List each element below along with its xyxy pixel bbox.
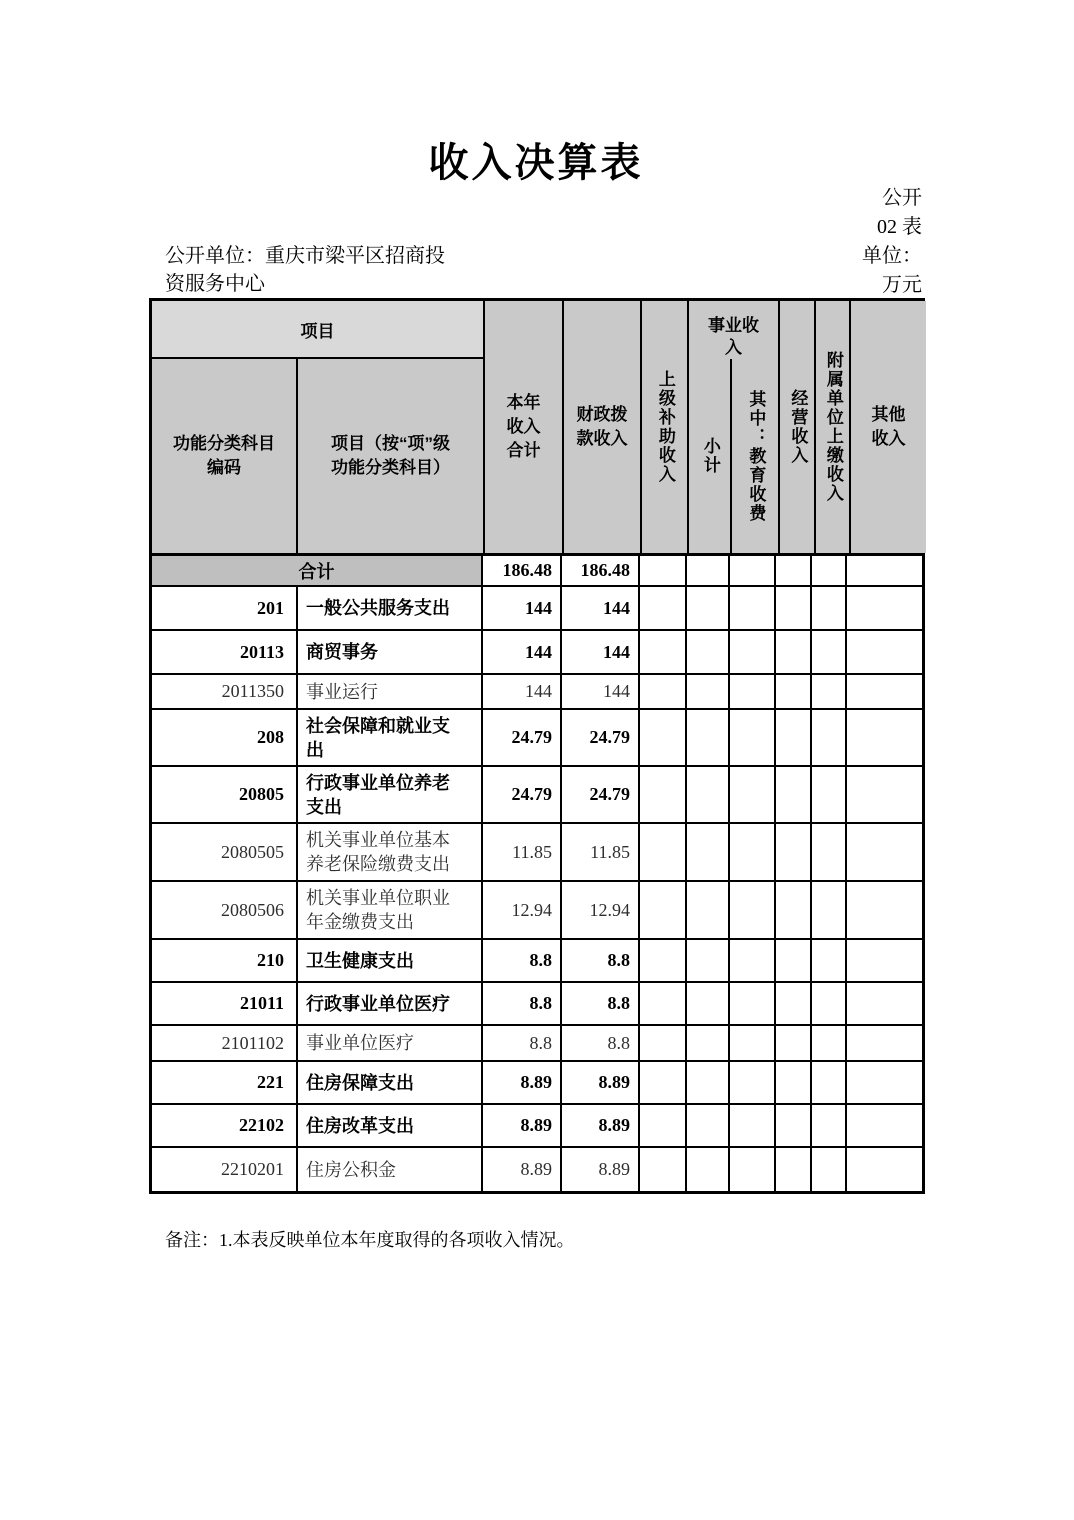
row-name: 行政事业单位医疗	[298, 983, 483, 1024]
table-row	[152, 1148, 922, 1191]
row-code: 2210201	[152, 1148, 298, 1191]
row-code: 2101102	[152, 1026, 298, 1060]
empty-cell	[640, 1148, 687, 1191]
header-superior-subsidy: 上级补助收入	[642, 301, 689, 553]
empty-cell	[776, 940, 812, 981]
unit-value: 万元	[882, 274, 922, 296]
empty-cell	[847, 1148, 922, 1191]
row-code: 22102	[152, 1105, 298, 1146]
header-other-income: 其他收入	[851, 301, 926, 553]
empty-cell	[847, 631, 922, 673]
header-operating-income: 经营收入	[780, 301, 816, 553]
row-name: 卫生健康支出	[298, 940, 483, 981]
empty-cell	[640, 1062, 687, 1103]
empty-cell	[687, 556, 730, 585]
empty-cell	[812, 556, 847, 585]
table-row	[152, 710, 922, 767]
empty-cell	[776, 882, 812, 938]
empty-cell	[812, 824, 847, 880]
empty-cell	[730, 556, 776, 585]
empty-cell	[687, 1062, 730, 1103]
row-fiscal: 144	[562, 631, 640, 673]
empty-cell	[687, 983, 730, 1024]
table-row	[152, 631, 922, 675]
business-income-group	[689, 301, 780, 553]
header-fiscal-appropriation: 财政拨款收入	[564, 301, 642, 553]
empty-cell	[640, 882, 687, 938]
empty-cell	[640, 710, 687, 765]
empty-cell	[847, 824, 922, 880]
row-fiscal: 24.79	[562, 767, 640, 822]
empty-cell	[776, 767, 812, 822]
empty-cell	[776, 1026, 812, 1060]
empty-cell	[730, 1062, 776, 1103]
header-year-income-total: 本年收入合计	[485, 301, 564, 553]
row-total: 24.79	[483, 710, 562, 765]
empty-cell	[776, 675, 812, 708]
row-fiscal: 8.89	[562, 1148, 640, 1191]
empty-cell	[812, 1148, 847, 1191]
row-fiscal: 24.79	[562, 710, 640, 765]
row-code: 20805	[152, 767, 298, 822]
header-function-code: 功能分类科目编码	[152, 359, 298, 553]
empty-cell	[640, 556, 687, 585]
empty-cell	[730, 1105, 776, 1146]
project-subheaders	[152, 359, 483, 553]
table-row	[152, 983, 922, 1026]
publishing-unit-line-2: 资服务中心	[165, 273, 265, 295]
empty-cell	[640, 1105, 687, 1146]
row-name: 住房保障支出	[298, 1062, 483, 1103]
empty-cell	[730, 767, 776, 822]
empty-cell	[640, 631, 687, 673]
empty-cell	[812, 767, 847, 822]
table-row	[152, 675, 922, 710]
business-income-subheaders	[689, 359, 778, 553]
row-fiscal: 144	[562, 587, 640, 629]
empty-cell	[640, 767, 687, 822]
row-name: 商贸事务	[298, 631, 483, 673]
empty-cell	[730, 1026, 776, 1060]
row-name: 机关事业单位基本养老保险缴费支出	[298, 824, 483, 880]
row-total: 8.89	[483, 1148, 562, 1191]
empty-cell	[687, 675, 730, 708]
row-total: 8.89	[483, 1062, 562, 1103]
empty-cell	[776, 710, 812, 765]
row-name: 社会保障和就业支出	[298, 710, 483, 765]
empty-cell	[687, 710, 730, 765]
row-name: 住房改革支出	[298, 1105, 483, 1146]
empty-cell	[847, 767, 922, 822]
row-name: 事业运行	[298, 675, 483, 708]
row-code: 221	[152, 1062, 298, 1103]
empty-cell	[776, 556, 812, 585]
empty-cell	[687, 767, 730, 822]
row-total: 8.8	[483, 983, 562, 1024]
table-row	[152, 940, 922, 983]
row-fiscal: 11.85	[562, 824, 640, 880]
table-code-line-1: 公开	[882, 187, 922, 209]
empty-cell	[730, 710, 776, 765]
row-fiscal: 8.8	[562, 1026, 640, 1060]
table-row	[152, 1026, 922, 1062]
empty-cell	[776, 983, 812, 1024]
total-year-income: 186.48	[483, 556, 562, 585]
empty-cell	[847, 587, 922, 629]
empty-cell	[687, 882, 730, 938]
empty-cell	[640, 983, 687, 1024]
empty-cell	[687, 824, 730, 880]
empty-cell	[687, 1105, 730, 1146]
table-code-line-2: 02 表	[877, 216, 922, 238]
empty-cell	[687, 1148, 730, 1191]
empty-cell	[730, 983, 776, 1024]
empty-cell	[812, 710, 847, 765]
table-row	[152, 882, 922, 940]
row-code: 2011350	[152, 675, 298, 708]
row-code: 20113	[152, 631, 298, 673]
row-total: 8.89	[483, 1105, 562, 1146]
row-total: 24.79	[483, 767, 562, 822]
total-fiscal: 186.48	[562, 556, 640, 585]
table-header	[152, 301, 922, 556]
publishing-unit-line-1: 公开单位：重庆市梁平区招商投	[165, 245, 445, 267]
total-row	[152, 556, 922, 587]
empty-cell	[812, 631, 847, 673]
empty-cell	[776, 824, 812, 880]
header-business-income: 事业收入	[708, 316, 759, 357]
row-total: 144	[483, 631, 562, 673]
empty-cell	[687, 631, 730, 673]
empty-cell	[730, 882, 776, 938]
empty-cell	[687, 940, 730, 981]
row-total: 12.94	[483, 882, 562, 938]
row-total: 144	[483, 587, 562, 629]
row-fiscal: 8.89	[562, 1062, 640, 1103]
total-label: 合计	[152, 556, 483, 585]
row-name: 一般公共服务支出	[298, 587, 483, 629]
table-row	[152, 824, 922, 882]
header-item-name: 项目（按“项”级功能分类科目）	[298, 359, 483, 553]
header-project-group: 项目	[152, 301, 483, 359]
publishing-unit	[165, 242, 497, 298]
table-row	[152, 587, 922, 631]
empty-cell	[640, 587, 687, 629]
empty-cell	[847, 1105, 922, 1146]
empty-cell	[730, 675, 776, 708]
empty-cell	[730, 587, 776, 629]
empty-cell	[847, 556, 922, 585]
empty-cell	[687, 587, 730, 629]
empty-cell	[812, 882, 847, 938]
footnote: 备注：1.本表反映单位本年度取得的各项收入情况。	[165, 1230, 575, 1250]
empty-cell	[812, 675, 847, 708]
empty-cell	[776, 1062, 812, 1103]
empty-cell	[847, 1062, 922, 1103]
empty-cell	[776, 1105, 812, 1146]
empty-cell	[776, 587, 812, 629]
row-name: 行政事业单位养老支出	[298, 767, 483, 822]
empty-cell	[730, 940, 776, 981]
row-code: 21011	[152, 983, 298, 1024]
header-subtotal: 小计	[689, 359, 732, 553]
empty-cell	[847, 710, 922, 765]
row-name: 住房公积金	[298, 1148, 483, 1191]
row-code: 210	[152, 940, 298, 981]
empty-cell	[847, 983, 922, 1024]
row-total: 8.8	[483, 1026, 562, 1060]
empty-cell	[640, 675, 687, 708]
empty-cell	[812, 1105, 847, 1146]
header-affiliated-remittance: 附属单位上缴收入	[816, 301, 851, 553]
empty-cell	[640, 940, 687, 981]
empty-cell	[847, 940, 922, 981]
row-name: 事业单位医疗	[298, 1026, 483, 1060]
row-total: 144	[483, 675, 562, 708]
empty-cell	[847, 1026, 922, 1060]
row-total: 11.85	[483, 824, 562, 880]
row-fiscal: 8.89	[562, 1105, 640, 1146]
row-code: 208	[152, 710, 298, 765]
row-fiscal: 144	[562, 675, 640, 708]
empty-cell	[687, 1026, 730, 1060]
table-row	[152, 767, 922, 824]
unit-label: 单位：	[862, 245, 922, 267]
empty-cell	[847, 675, 922, 708]
empty-cell	[776, 631, 812, 673]
empty-cell	[640, 824, 687, 880]
project-column-group	[152, 301, 485, 553]
empty-cell	[730, 1148, 776, 1191]
empty-cell	[847, 882, 922, 938]
table-row	[152, 1105, 922, 1148]
empty-cell	[730, 631, 776, 673]
empty-cell	[812, 587, 847, 629]
row-code: 2080505	[152, 824, 298, 880]
row-total: 8.8	[483, 940, 562, 981]
row-code: 201	[152, 587, 298, 629]
header-education-fees: 其中：教育收费	[746, 389, 766, 523]
empty-cell	[812, 940, 847, 981]
table-row	[152, 1062, 922, 1105]
page-title: 收入决算表	[428, 140, 644, 185]
row-fiscal: 8.8	[562, 940, 640, 981]
row-name: 机关事业单位职业年金缴费支出	[298, 882, 483, 938]
table-code-and-unit	[862, 184, 922, 300]
empty-cell	[812, 1026, 847, 1060]
empty-cell	[730, 824, 776, 880]
income-table	[149, 298, 925, 1194]
empty-cell	[812, 983, 847, 1024]
row-fiscal: 12.94	[562, 882, 640, 938]
row-code: 2080506	[152, 882, 298, 938]
empty-cell	[776, 1148, 812, 1191]
empty-cell	[812, 1062, 847, 1103]
row-fiscal: 8.8	[562, 983, 640, 1024]
empty-cell	[640, 1026, 687, 1060]
